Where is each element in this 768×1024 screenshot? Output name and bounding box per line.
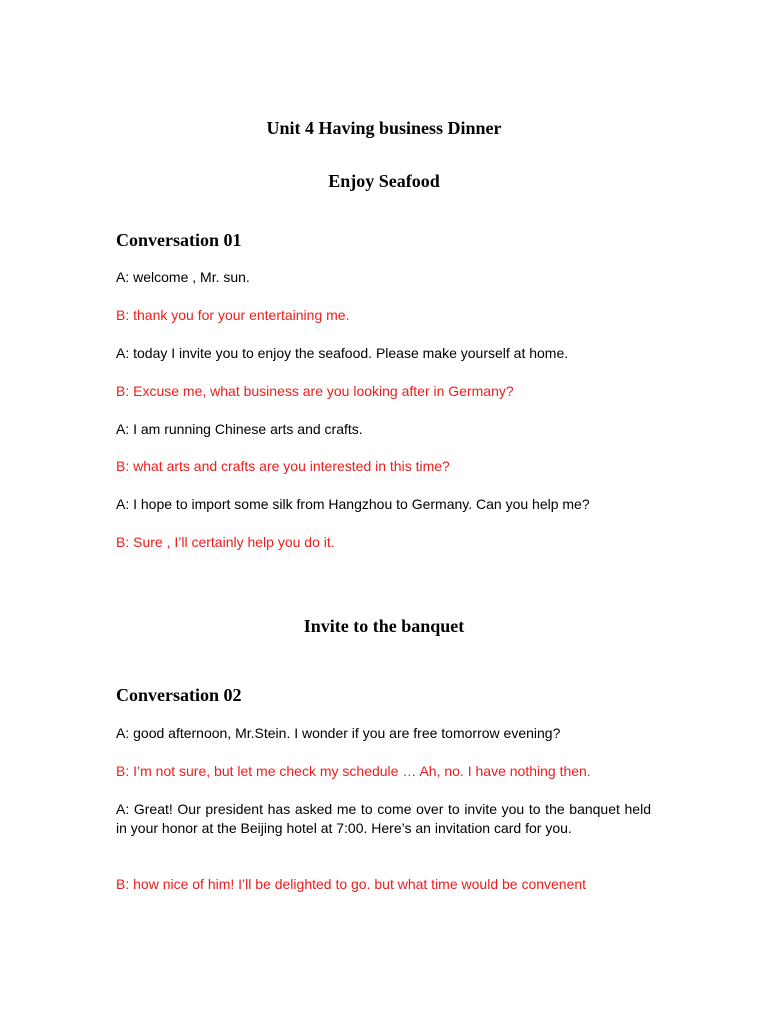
dialogue-line: A: Great! Our president has asked me to come over to invite you to the banquet held in your honor at the Beijing hotel at 7:00. Here’s an invitation card for you. — [116, 801, 651, 836]
document-title: Unit 4 Having business Dinner — [266, 118, 502, 138]
dialogue-line: A: welcome , Mr. sun. — [116, 269, 250, 285]
dialogue-line: A: I hope to import some silk from Hangzhou to Germany. Can you help me? — [116, 496, 590, 512]
dialogue-line: B: Sure , I’ll certainly help you do it. — [116, 534, 335, 550]
conversation-01-heading: Conversation 01 — [116, 230, 242, 250]
section-title-enjoy-seafood: Enjoy Seafood — [328, 171, 440, 191]
section-title-invite-banquet: Invite to the banquet — [303, 616, 465, 636]
dialogue-line: B: what arts and crafts are you interested in this time? — [116, 458, 450, 474]
dialogue-line: B: thank you for your entertaining me. — [116, 307, 350, 323]
dialogue-line: A: I am running Chinese arts and crafts. — [116, 421, 363, 437]
dialogue-line: B: how nice of him! I’ll be delighted to go. but what time would be convenent — [116, 876, 587, 892]
dialogue-line: A: today I invite you to enjoy the seafood. Please make yourself at home. — [116, 345, 569, 361]
dialogue-line: B: Excuse me, what business are you looking after in Germany? — [116, 383, 514, 399]
conversation-02-heading: Conversation 02 — [116, 685, 242, 705]
dialogue-line: A: good afternoon, Mr.Stein. I wonder if you are free tomorrow evening? — [116, 725, 561, 741]
dialogue-line: B: I’m not sure, but let me check my schedule … Ah, no. I have nothing then. — [116, 763, 591, 779]
